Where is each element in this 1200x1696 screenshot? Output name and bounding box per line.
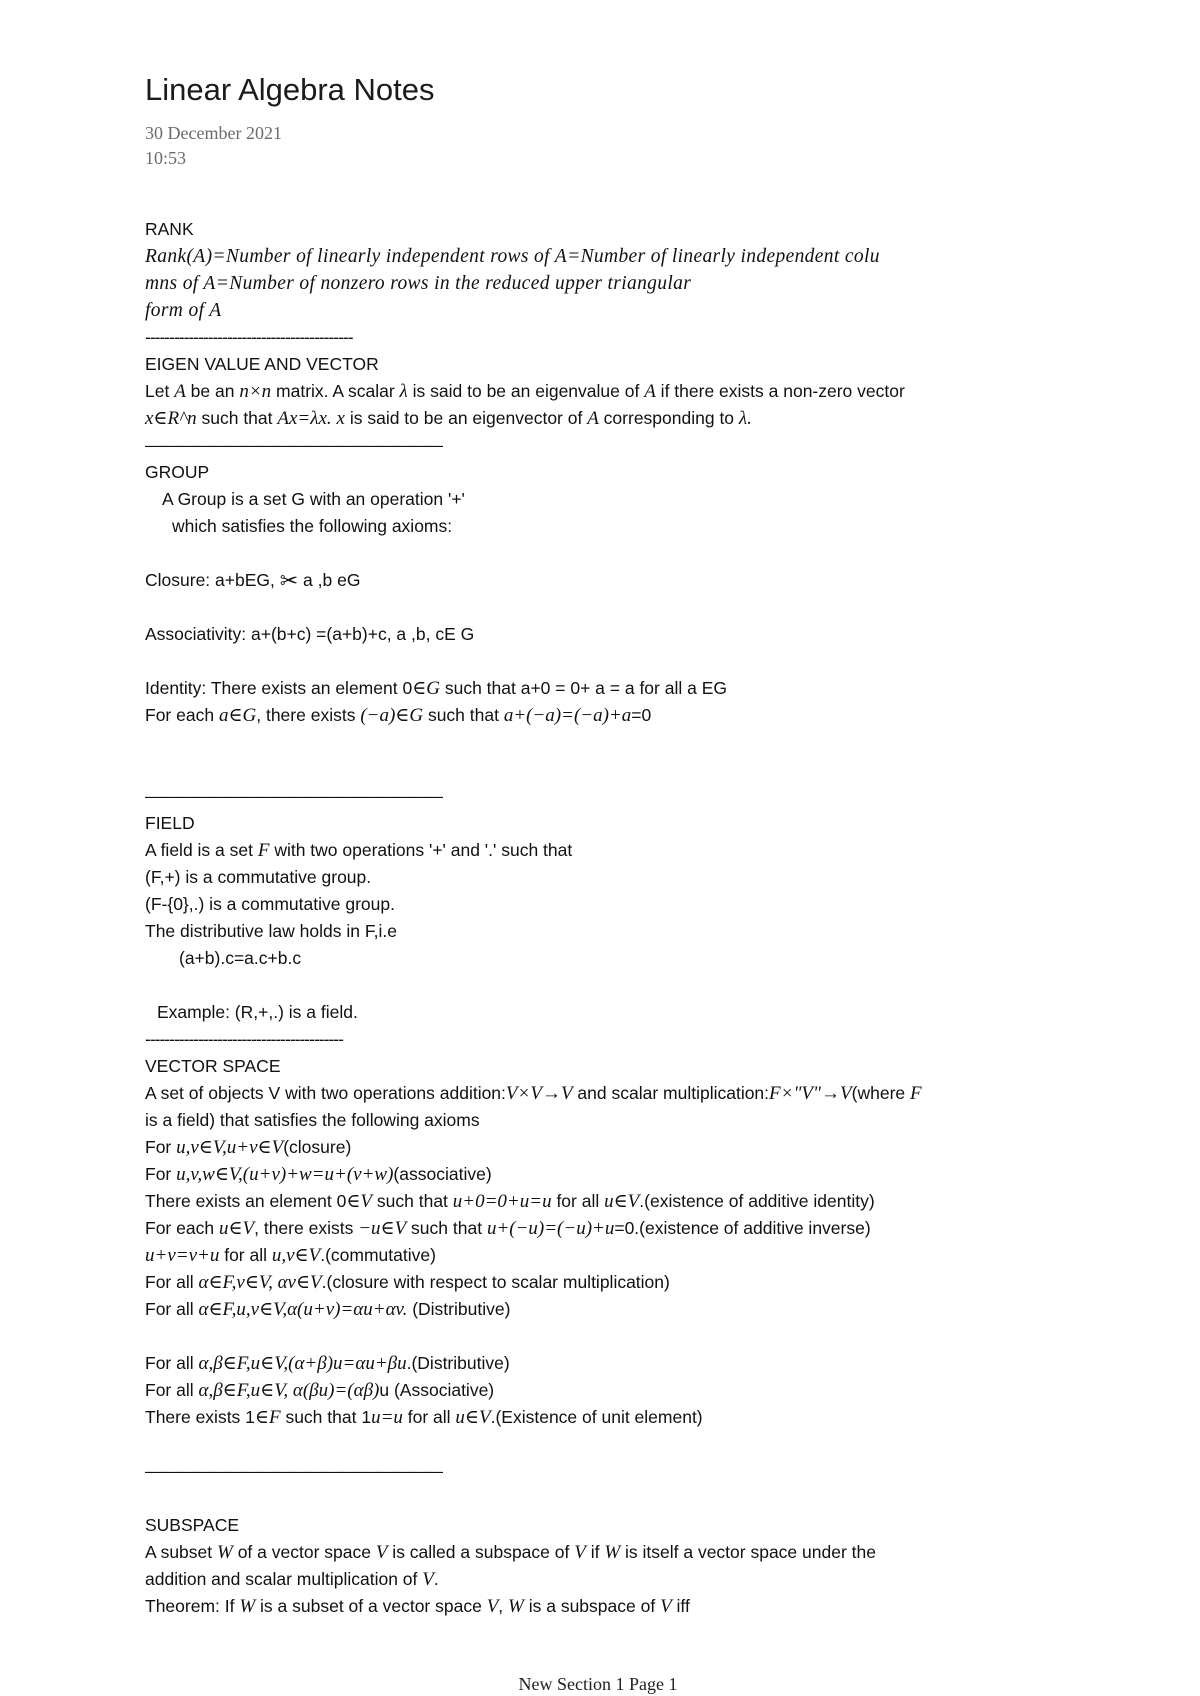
text: Theorem: If xyxy=(145,1596,240,1616)
math: A xyxy=(587,408,599,429)
group-intro-line-2: which satisfies the following axioms: xyxy=(172,516,453,536)
text: such that xyxy=(196,408,278,428)
text: , there exists xyxy=(254,1218,359,1238)
text: matrix. A scalar xyxy=(271,381,400,401)
math: u=u xyxy=(371,1407,403,1428)
group-heading: GROUP xyxy=(145,462,210,482)
group-identity-axiom xyxy=(145,675,1065,702)
field-axiom-3: The distributive law holds in F,i.e xyxy=(145,921,397,941)
math: α∈F,u,v∈V,α(u+v)=αu+αv. xyxy=(198,1299,408,1320)
text: if xyxy=(585,1542,605,1562)
vector-space-scalar-associative xyxy=(145,1377,1065,1404)
text: (Distributive) xyxy=(407,1299,511,1319)
rank-definition-line-1: Rank(A)=Number of linearly independent rows of A=Number of linearly independent colu xyxy=(145,246,880,267)
math: V xyxy=(422,1569,434,1590)
text: There exists 1 xyxy=(145,1407,255,1427)
text: .(Distributive) xyxy=(406,1353,510,1373)
spacer xyxy=(145,756,1065,783)
page-title: Linear Algebra Notes xyxy=(145,72,435,107)
vector-space-unit-element xyxy=(145,1404,1065,1431)
text: , there exists xyxy=(256,705,361,725)
text: for all xyxy=(551,1191,605,1211)
group-intro-line-1: A Group is a set G with an operation '+' xyxy=(162,489,465,509)
math: (−a)∈G xyxy=(360,705,424,726)
math: λ xyxy=(399,381,408,402)
subspace-heading: SUBSPACE xyxy=(145,1515,240,1535)
text: . xyxy=(433,1569,439,1589)
spacer xyxy=(145,1323,1065,1350)
text: is said to be an eigenvalue of xyxy=(407,381,645,401)
rank-definition-line-2: mns of A=Number of nonzero rows in the reduced upper triangular xyxy=(145,273,692,294)
math: F xyxy=(910,1083,922,1104)
math: W xyxy=(604,1542,621,1563)
text: For all xyxy=(145,1353,199,1373)
vector-space-additive-identity xyxy=(145,1188,1065,1215)
math: W xyxy=(239,1596,256,1617)
text: is said to be an eigenvector of xyxy=(344,408,588,428)
math: V xyxy=(375,1542,388,1563)
spacer xyxy=(145,648,1065,675)
vector-space-definition-line-1 xyxy=(145,1080,1065,1107)
eigen-heading: EIGEN VALUE AND VECTOR xyxy=(145,354,379,374)
math: u,v∈V xyxy=(271,1245,321,1266)
math: W xyxy=(508,1596,524,1617)
spacer xyxy=(145,594,1065,621)
group-inverse-axiom xyxy=(145,702,1065,729)
text: of a vector space xyxy=(232,1542,376,1562)
text: such that xyxy=(423,705,504,725)
text: .(commutative) xyxy=(320,1245,436,1265)
math: a∈G xyxy=(218,705,257,726)
math: A xyxy=(174,381,186,402)
text: for all xyxy=(219,1245,272,1265)
text: u (Associative) xyxy=(379,1380,495,1400)
math: λ. xyxy=(738,408,752,429)
section-divider: ------------------------------------------- xyxy=(145,327,353,347)
math: a+(−a)=(−a)+a xyxy=(503,705,632,726)
text: Closure: a+bEG, xyxy=(145,570,280,590)
spacer xyxy=(145,729,1065,756)
vector-space-additive-inverse xyxy=(145,1215,1065,1242)
text: =0.(existence of additive inverse) xyxy=(614,1218,871,1238)
math: ∈G xyxy=(412,678,440,699)
text: A set of objects V with two operations addition: xyxy=(145,1083,506,1103)
math: V×V→V xyxy=(505,1083,573,1104)
spacer xyxy=(145,1431,1065,1458)
subspace-theorem xyxy=(145,1593,1065,1620)
math: V xyxy=(660,1596,672,1617)
text: For all xyxy=(145,1380,199,1400)
field-distributive-law: (a+b).c=a.c+b.c xyxy=(179,948,302,968)
subspace-definition-line-2 xyxy=(145,1566,1065,1593)
spacer xyxy=(145,1485,1065,1512)
vector-space-scalar-closure xyxy=(145,1269,1065,1296)
rank-heading: RANK xyxy=(145,219,194,239)
math: F×"V"→V xyxy=(769,1083,852,1104)
text: Let xyxy=(145,381,175,401)
section-divider: —————————————————— xyxy=(145,786,442,806)
field-definition-line-1 xyxy=(145,837,1065,864)
math: u+0=0+u=u xyxy=(452,1191,552,1212)
math: −u∈V xyxy=(358,1218,407,1239)
math: ∈V xyxy=(346,1191,373,1212)
note-date: 30 December 2021 xyxy=(145,123,282,143)
field-heading: FIELD xyxy=(145,813,195,833)
vector-space-heading: VECTOR SPACE xyxy=(145,1056,281,1076)
text: such that xyxy=(372,1191,453,1211)
vector-space-definition-line-2: is a field) that satisfies the following axioms xyxy=(145,1110,480,1130)
text: Identity: There exists an element 0 xyxy=(145,678,413,698)
math: u∈V xyxy=(604,1191,640,1212)
text: for all xyxy=(402,1407,456,1427)
group-associativity-axiom: Associativity: a+(b+c) =(a+b)+c, a ,b, cE G xyxy=(145,624,475,644)
text: For each xyxy=(145,1218,219,1238)
text: For all xyxy=(145,1272,199,1292)
text: is itself a vector space under the xyxy=(620,1542,876,1562)
section-divider: —————————————————— xyxy=(145,435,442,455)
text: .(closure with respect to scalar multiplication) xyxy=(321,1272,670,1292)
text: such that a+0 = 0+ a = a for all a EG xyxy=(439,678,727,698)
text: For xyxy=(145,1164,177,1184)
math: α,β∈F,u∈V, α(βu)=(αβ) xyxy=(198,1380,380,1401)
text: is a subspace of xyxy=(523,1596,661,1616)
math: ∈F xyxy=(254,1407,281,1428)
section-divider: ----------------------------------------- xyxy=(145,1029,343,1049)
group-closure-axiom xyxy=(145,567,1065,594)
text: iff xyxy=(671,1596,690,1616)
field-axiom-1: (F,+) is a commutative group. xyxy=(145,867,372,887)
math: x xyxy=(336,408,345,429)
text: is called a subspace of xyxy=(387,1542,575,1562)
scissors-icon: ✂ xyxy=(279,568,299,593)
text: .(Existence of unit element) xyxy=(490,1407,703,1427)
math: α,β∈F,u∈V,(α+β)u=αu+βu xyxy=(198,1353,407,1374)
eigen-definition-line-2 xyxy=(145,405,1065,432)
math: W xyxy=(217,1542,233,1563)
math: u+(−u)=(−u)+u xyxy=(486,1218,615,1239)
vector-space-closure xyxy=(145,1134,1065,1161)
text: corresponding to xyxy=(598,408,739,428)
page-footer xyxy=(0,1674,1200,1695)
vector-space-associative xyxy=(145,1161,1065,1188)
text: a ,b eG xyxy=(298,570,361,590)
field-axiom-2: (F-{0},.) is a commutative group. xyxy=(145,894,395,914)
math: u+v=v+u xyxy=(145,1245,220,1266)
text: For all xyxy=(145,1299,199,1319)
math: u∈V xyxy=(455,1407,491,1428)
text: if there exists a non-zero vector xyxy=(655,381,905,401)
text: is a subset of a vector space xyxy=(255,1596,487,1616)
text: (where xyxy=(851,1083,910,1103)
spacer xyxy=(145,540,1065,567)
text: such that xyxy=(406,1218,487,1238)
vector-space-distributive-1 xyxy=(145,1296,1065,1323)
text: There exists an element 0 xyxy=(145,1191,347,1211)
math: n×n xyxy=(239,381,272,402)
field-example: Example: (R,+,.) is a field. xyxy=(157,1002,358,1022)
math: A xyxy=(644,381,656,402)
text: A subset xyxy=(145,1542,217,1562)
text: For xyxy=(145,1137,177,1157)
math: Ax=λx. xyxy=(277,408,332,429)
text: For each xyxy=(145,705,219,725)
text: .(existence of additive identity) xyxy=(639,1191,875,1211)
vector-space-commutative xyxy=(145,1242,1065,1269)
math: V xyxy=(486,1596,499,1617)
math: u,v,w∈V,(u+v)+w=u+(v+w) xyxy=(176,1164,394,1185)
math: V xyxy=(574,1542,586,1563)
text: addition and scalar multiplication of xyxy=(145,1569,423,1589)
math: u∈V xyxy=(218,1218,255,1239)
note-body xyxy=(145,216,1065,1620)
eigen-definition-line-1 xyxy=(145,378,1065,405)
text: and scalar multiplication: xyxy=(572,1083,770,1103)
subspace-definition-line-1 xyxy=(145,1539,1065,1566)
math: F xyxy=(257,840,270,861)
text: =0 xyxy=(631,705,652,725)
text: be an xyxy=(185,381,240,401)
text: , xyxy=(498,1596,509,1616)
text: (closure) xyxy=(283,1137,352,1157)
vector-space-distributive-2 xyxy=(145,1350,1065,1377)
text: with two operations '+' and '.' such that xyxy=(269,840,573,860)
text: A field is a set xyxy=(145,840,258,860)
section-divider: —————————————————— xyxy=(145,1461,442,1481)
rank-definition-line-3: form of A xyxy=(145,300,222,321)
footer-label: New Section 1 Page 1 xyxy=(518,1674,678,1694)
math: u,v∈V,u+v∈V xyxy=(176,1137,284,1158)
math: α∈F,v∈V, αv∈V xyxy=(198,1272,322,1293)
spacer xyxy=(145,972,1065,999)
text: such that 1 xyxy=(280,1407,372,1427)
text: (associative) xyxy=(393,1164,492,1184)
note-time: 10:53 xyxy=(145,148,187,168)
math: x∈R^n xyxy=(145,408,197,429)
